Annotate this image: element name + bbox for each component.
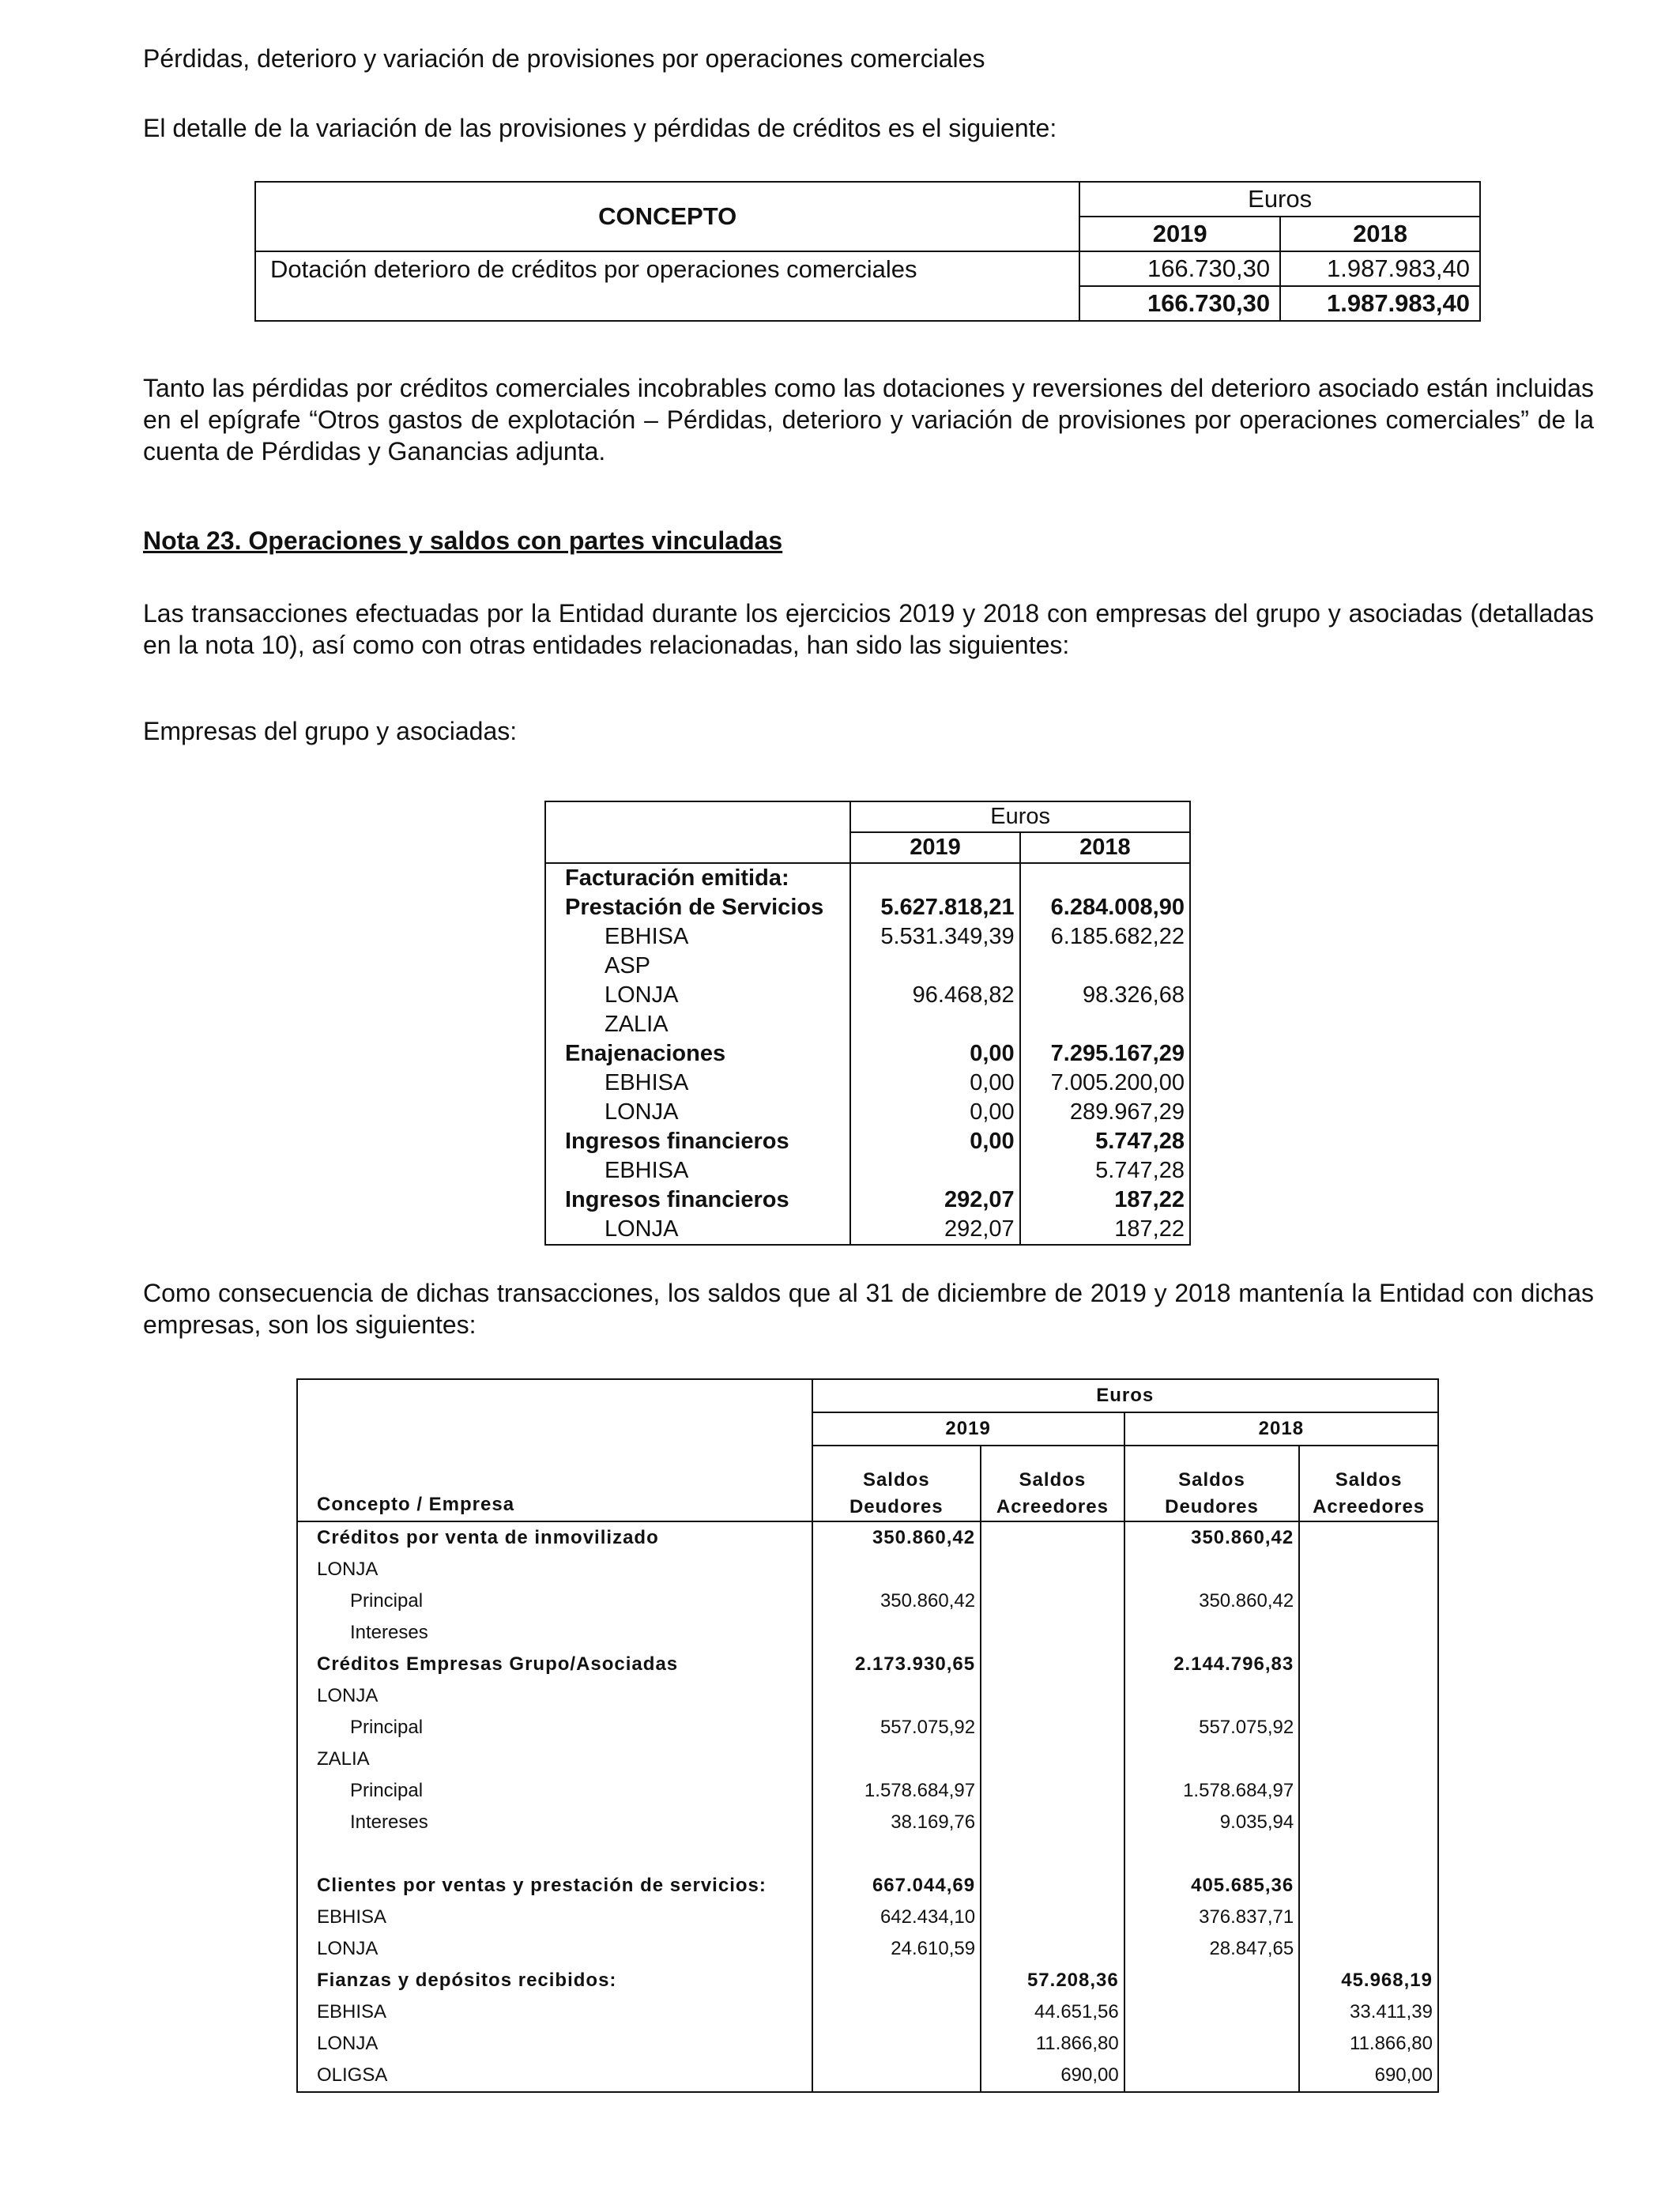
deudores-2018-value [1124, 1680, 1299, 1712]
row-label: LONJA [297, 2028, 812, 2060]
table-row [545, 1098, 1190, 1127]
deudores-2019-value [812, 1744, 981, 1775]
year-2018-header: 2018 [1020, 832, 1190, 863]
deudores-2019-value [812, 1838, 981, 1870]
value-2018 [1020, 1010, 1190, 1039]
acreedores-2019-value [981, 1617, 1124, 1649]
table-row [545, 893, 1190, 922]
acreedores-2018-value [1299, 1775, 1438, 1807]
table-row [545, 981, 1190, 1010]
acreedores-2019-value: 11.866,80 [981, 2028, 1124, 2060]
value-2018 [1020, 952, 1190, 981]
value-2019 [850, 1010, 1019, 1039]
table-row [297, 1775, 1438, 1807]
table-row [545, 1127, 1190, 1156]
acreedores-2019-value [981, 1870, 1124, 1902]
value-2018: 5.747,28 [1020, 1127, 1190, 1156]
row-label: ZALIA [297, 1744, 812, 1775]
acreedores-2019-value [981, 1680, 1124, 1712]
transactions-corner [545, 801, 850, 863]
acreedores-2019-value [981, 1712, 1124, 1744]
table-row [297, 1712, 1438, 1744]
deudores-2018-value [1124, 1554, 1299, 1585]
row-label: Ingresos financieros [545, 1186, 850, 1215]
row-label: Fianzas y depósitos recibidos: [297, 1965, 812, 1996]
table-row [545, 1156, 1190, 1186]
table-row [545, 1186, 1190, 1215]
deudores-2018-value: 350.860,42 [1124, 1521, 1299, 1554]
acreedores-2018-value [1299, 1870, 1438, 1902]
value-2019 [850, 952, 1019, 981]
currency-header: Euros [1079, 182, 1480, 217]
table-row [297, 1996, 1438, 2028]
deudores-2019-value: 642.434,10 [812, 1902, 981, 1933]
year-2019-header: 2019 [850, 832, 1019, 863]
value-2019: 5.627.818,21 [850, 893, 1019, 922]
row-label: Principal [297, 1775, 812, 1807]
deudores-2018-value: 1.578.684,97 [1124, 1775, 1299, 1807]
row-label: Principal [297, 1712, 812, 1744]
row-label: EBHISA [545, 1156, 850, 1186]
transactions-table [544, 801, 1191, 1246]
acreedores-2018-header: Saldos Acreedores [1299, 1446, 1438, 1521]
deudores-2018-value: 557.075,92 [1124, 1712, 1299, 1744]
row-label: LONJA [545, 1215, 850, 1245]
section-heading-line: Pérdidas, deterioro y variación de provisiones por operaciones comerciales [143, 44, 985, 73]
acreedores-2018-value [1299, 1554, 1438, 1585]
row-label: Intereses [297, 1807, 812, 1838]
table-row [297, 1870, 1438, 1902]
acreedores-2018-value [1299, 1649, 1438, 1680]
row-label: LONJA [297, 1933, 812, 1965]
acreedores-2019-value: 57.208,36 [981, 1965, 1124, 1996]
table-row [545, 1010, 1190, 1039]
deudores-2018-value: 376.837,71 [1124, 1902, 1299, 1933]
table-row [297, 1680, 1438, 1712]
value-2018: 187,22 [1020, 1186, 1190, 1215]
row-label: LONJA [297, 1680, 812, 1712]
acreedores-2018-value [1299, 1838, 1438, 1870]
table-row [297, 1965, 1438, 1996]
deudores-2018-value: 9.035,94 [1124, 1807, 1299, 1838]
row-label: Principal [297, 1585, 812, 1617]
deudores-2018-value: 405.685,36 [1124, 1870, 1299, 1902]
acreedores-2018-value [1299, 1712, 1438, 1744]
value-2019: 5.531.349,39 [850, 922, 1019, 952]
total-row-label [255, 286, 1079, 321]
row-label: OLIGSA [297, 2060, 812, 2092]
deudores-2019-value: 667.044,69 [812, 1870, 981, 1902]
deudores-2019-header: Saldos Deudores [812, 1446, 981, 1521]
acreedores-2018-value: 33.411,39 [1299, 1996, 1438, 2028]
table-row [297, 1807, 1438, 1838]
value-2019: 292,07 [850, 1215, 1019, 1245]
acreedores-2019-value [981, 1838, 1124, 1870]
row-label: EBHISA [545, 1069, 850, 1098]
deudores-2019-value: 557.075,92 [812, 1712, 981, 1744]
acreedores-2019-value [981, 1554, 1124, 1585]
deudores-2019-value: 38.169,76 [812, 1807, 981, 1838]
deudores-2018-value [1124, 1617, 1299, 1649]
acreedores-2018-value: 690,00 [1299, 2060, 1438, 2092]
provision-row-2018: 1.987.983,40 [1280, 251, 1480, 286]
note-23-intro: Las transacciones efectuadas por la Entidad durante los ejercicios 2019 y 2018 con empresas del grupo y asociadas (detalladas en la nota 10), así como con otras entidades relacionadas, han sido las siguientes: [143, 599, 1594, 659]
value-2018: 5.747,28 [1020, 1156, 1190, 1186]
value-2018: 6.284.008,90 [1020, 893, 1190, 922]
value-2019 [850, 1156, 1019, 1186]
acreedores-2019-header: Saldos Acreedores [981, 1446, 1124, 1521]
group-label: Empresas del grupo y asociadas: [143, 717, 518, 745]
table-row [297, 1649, 1438, 1680]
table-row [545, 1215, 1190, 1245]
table-row [545, 952, 1190, 981]
row-label: Clientes por ventas y prestación de servicios: [297, 1870, 812, 1902]
table-row [297, 1585, 1438, 1617]
provision-row-label: Dotación deterioro de créditos por operaciones comerciales [255, 251, 1079, 286]
provision-row-2019: 166.730,30 [1079, 251, 1280, 286]
acreedores-2019-value: 44.651,56 [981, 1996, 1124, 2028]
currency-header: Euros [850, 801, 1190, 832]
table-row [297, 1554, 1438, 1585]
value-2019: 0,00 [850, 1127, 1019, 1156]
value-2018: 7.005.200,00 [1020, 1069, 1190, 1098]
row-label: ASP [545, 952, 850, 981]
row-label: Intereses [297, 1617, 812, 1649]
table-row [545, 1039, 1190, 1069]
total-2018: 1.987.983,40 [1280, 286, 1480, 321]
table-row [297, 1838, 1438, 1870]
row-label: LONJA [297, 1554, 812, 1585]
deudores-2019-value: 350.860,42 [812, 1521, 981, 1554]
acreedores-2019-value [981, 1521, 1124, 1554]
value-2018: 7.295.167,29 [1020, 1039, 1190, 1069]
acreedores-2018-value: 11.866,80 [1299, 2028, 1438, 2060]
table-row [297, 1617, 1438, 1649]
row-label: EBHISA [545, 922, 850, 952]
year-2019-header: 2019 [812, 1412, 1124, 1446]
concept-empresa-header: Concepto / Empresa [297, 1379, 812, 1521]
row-label: Prestación de Servicios [545, 893, 850, 922]
deudores-2019-value [812, 2028, 981, 2060]
value-2018 [1020, 863, 1190, 893]
acreedores-2018-value [1299, 1585, 1438, 1617]
note-23-title: Nota 23. Operaciones y saldos con partes vinculadas [143, 526, 783, 555]
row-label: EBHISA [297, 1996, 812, 2028]
deudores-2019-value [812, 1617, 981, 1649]
total-2019: 166.730,30 [1079, 286, 1280, 321]
row-label: ZALIA [545, 1010, 850, 1039]
acreedores-2018-value [1299, 1521, 1438, 1554]
table-row [545, 1069, 1190, 1098]
deudores-2018-value: 350.860,42 [1124, 1585, 1299, 1617]
table-row [297, 2028, 1438, 2060]
concept-header: CONCEPTO [255, 182, 1079, 251]
year-2019-header: 2019 [1079, 217, 1280, 251]
value-2018: 6.185.682,22 [1020, 922, 1190, 952]
acreedores-2019-value [981, 1649, 1124, 1680]
row-label: EBHISA [297, 1902, 812, 1933]
acreedores-2018-value [1299, 1744, 1438, 1775]
year-2018-header: 2018 [1124, 1412, 1438, 1446]
row-label: LONJA [545, 981, 850, 1010]
deudores-2018-value: 2.144.796,83 [1124, 1649, 1299, 1680]
row-label [297, 1838, 812, 1870]
deudores-2018-value [1124, 1965, 1299, 1996]
detail-intro-line: El detalle de la variación de las provisiones y pérdidas de créditos es el siguiente: [143, 114, 1057, 142]
acreedores-2019-value [981, 1933, 1124, 1965]
deudores-2019-value [812, 1554, 981, 1585]
acreedores-2018-value [1299, 1680, 1438, 1712]
deudores-2018-value [1124, 2060, 1299, 2092]
deudores-2018-value [1124, 1996, 1299, 2028]
acreedores-2019-value [981, 1807, 1124, 1838]
value-2019 [850, 863, 1019, 893]
table-row [297, 1902, 1438, 1933]
deudores-2019-value: 1.578.684,97 [812, 1775, 981, 1807]
deudores-2018-value [1124, 2028, 1299, 2060]
deudores-2018-value: 28.847,65 [1124, 1933, 1299, 1965]
acreedores-2019-value [981, 1744, 1124, 1775]
value-2018: 289.967,29 [1020, 1098, 1190, 1127]
deudores-2019-value [812, 2060, 981, 2092]
balances-intro: Como consecuencia de dichas transacciones, los saldos que al 31 de diciembre de 2019 y 2018 mantenía la Entidad con dichas empresas, son los siguientes: [143, 1279, 1594, 1339]
value-2019: 0,00 [850, 1039, 1019, 1069]
value-2018: 98.326,68 [1020, 981, 1190, 1010]
balances-table [296, 1378, 1439, 2093]
value-2019: 0,00 [850, 1069, 1019, 1098]
acreedores-2019-value [981, 1775, 1124, 1807]
acreedores-2018-value [1299, 1902, 1438, 1933]
deudores-2019-value [812, 1965, 981, 1996]
row-label: Créditos Empresas Grupo/Asociadas [297, 1649, 812, 1680]
deudores-2018-value [1124, 1838, 1299, 1870]
row-label: Ingresos financieros [545, 1127, 850, 1156]
table-row [545, 863, 1190, 893]
acreedores-2018-value [1299, 1617, 1438, 1649]
table-row [297, 1521, 1438, 1554]
deudores-2019-value [812, 1680, 981, 1712]
provisions-table [254, 181, 1481, 322]
value-2019: 96.468,82 [850, 981, 1019, 1010]
deudores-2019-value: 2.173.930,65 [812, 1649, 981, 1680]
value-2018: 187,22 [1020, 1215, 1190, 1245]
deudores-2018-header: Saldos Deudores [1124, 1446, 1299, 1521]
currency-header: Euros [812, 1379, 1438, 1412]
deudores-2019-value: 24.610,59 [812, 1933, 981, 1965]
deudores-2019-value [812, 1996, 981, 2028]
acreedores-2018-value: 45.968,19 [1299, 1965, 1438, 1996]
year-2018-header: 2018 [1280, 217, 1480, 251]
deudores-2019-value: 350.860,42 [812, 1585, 981, 1617]
acreedores-2018-value [1299, 1933, 1438, 1965]
row-label: Facturación emitida: [545, 863, 850, 893]
table-row [297, 2060, 1438, 2092]
value-2019: 292,07 [850, 1186, 1019, 1215]
losses-paragraph: Tanto las pérdidas por créditos comerciales incobrables como las dotaciones y reversiones del deterioro asociado están incluidas en el epígrafe “Otros gastos de explotación – Pérdidas, deterioro y variación de provisiones por operaciones comerciales” de la cuenta de Pérdidas y Ganancias adjunta. [143, 374, 1594, 466]
acreedores-2018-value [1299, 1807, 1438, 1838]
table-row [297, 1744, 1438, 1775]
deudores-2018-value [1124, 1744, 1299, 1775]
acreedores-2019-value [981, 1585, 1124, 1617]
row-label: Créditos por venta de inmovilizado [297, 1521, 812, 1554]
row-label: LONJA [545, 1098, 850, 1127]
acreedores-2019-value: 690,00 [981, 2060, 1124, 2092]
row-label: Enajenaciones [545, 1039, 850, 1069]
value-2019: 0,00 [850, 1098, 1019, 1127]
table-row [545, 922, 1190, 952]
table-row [297, 1933, 1438, 1965]
acreedores-2019-value [981, 1902, 1124, 1933]
